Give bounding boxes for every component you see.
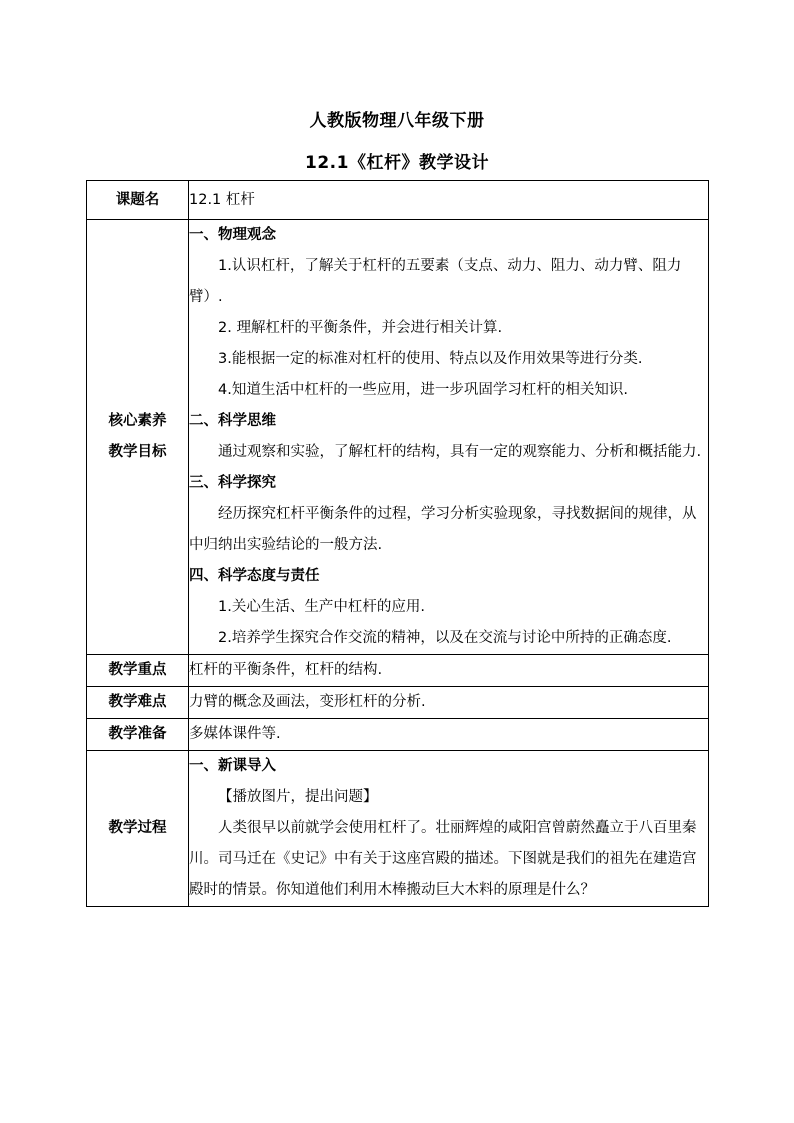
table-row-topic [87, 181, 709, 220]
goals-label-line1: 核心素养 [108, 413, 167, 429]
goal-section-heading: 二、科学思维 [189, 413, 276, 429]
goal-paragraph: 经历探究杠杆平衡条件的过程，学习分析实验现象，寻找数据间的规律，从中归纳出实验结论的一般方法. [189, 506, 697, 553]
document-title: 人教版物理八年级下册 [309, 111, 485, 131]
goal-section-heading: 三、科学探究 [189, 475, 276, 491]
table-row-process [87, 751, 709, 907]
key-points-value: 杠杆的平衡条件，杠杆的结构. [189, 655, 709, 687]
goal-section-heading: 四、科学态度与责任 [189, 568, 320, 584]
document-subtitle: 12.1《杠杆》教学设计 [305, 153, 489, 173]
goal-paragraph: 通过观察和实验，了解杠杆的结构，具有一定的观察能力、分析和概括能力. [218, 444, 702, 460]
goal-section-heading: 一、物理观念 [189, 227, 276, 243]
table-row-preparation [87, 719, 709, 751]
goals-label-line2: 教学目标 [108, 444, 167, 460]
preparation-value: 多媒体课件等. [189, 719, 709, 751]
process-subheading: 【播放图片，提出问题】 [218, 789, 378, 805]
table-row-key-points [87, 655, 709, 687]
topic-value: 12.1 杠杆 [189, 181, 709, 220]
process-paragraph: 人类很早以前就学会使用杠杆了。壮丽辉煌的咸阳宫曾蔚然矗立于八百里秦川。司马迁在《史记》中有关于这座宫殿的描述。下图就是我们的祖先在建造宫殿时的情景。你知道他们利用木棒搬动巨大木料的原理是什么？ [189, 820, 697, 898]
preparation-label: 教学准备 [87, 719, 189, 751]
key-points-label: 教学重点 [87, 655, 189, 687]
goal-paragraph: 1.关心生活、生产中杠杆的应用. [218, 599, 425, 615]
lesson-plan-table [86, 180, 709, 907]
table-row-goals [87, 220, 709, 655]
difficulties-label: 教学难点 [87, 687, 189, 719]
goals-content [189, 220, 709, 655]
goals-label [87, 220, 189, 655]
goal-paragraph: 2. 理解杠杆的平衡条件，并会进行相关计算. [218, 320, 503, 336]
process-label: 教学过程 [87, 751, 189, 907]
table-row-difficulties [87, 687, 709, 719]
process-content [189, 751, 709, 907]
goal-paragraph: 1.认识杠杆，了解关于杠杆的五要素（支点、动力、阻力、动力臂、阻力臂）. [189, 258, 682, 305]
process-heading: 一、新课导入 [189, 758, 276, 774]
goal-paragraph: 4.知道生活中杠杆的一些应用，进一步巩固学习杠杆的相关知识. [218, 382, 628, 398]
difficulties-value: 力臂的概念及画法，变形杠杆的分析. [189, 687, 709, 719]
goal-paragraph: 2.培养学生探究合作交流的精神，以及在交流与讨论中所持的正确态度. [218, 630, 672, 646]
topic-label: 课题名 [87, 181, 189, 220]
goal-paragraph: 3.能根据一定的标准对杠杆的使用、特点以及作用效果等进行分类. [218, 351, 643, 367]
